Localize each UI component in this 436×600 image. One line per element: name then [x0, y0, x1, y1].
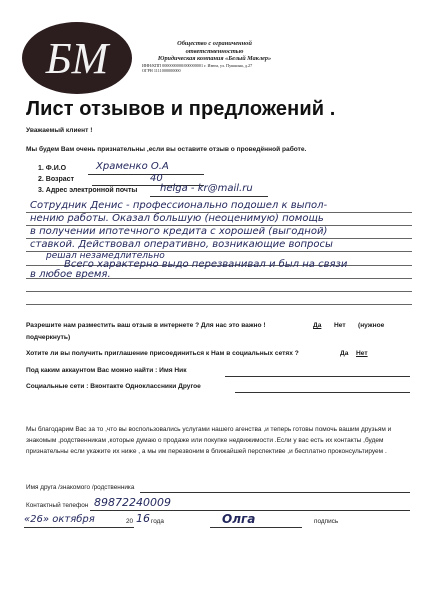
internet-hint: (нужное [358, 322, 385, 329]
phone-value[interactable]: 89872240009 [94, 496, 171, 509]
social-networks-label: Социальные сети : Вконтакте Одноклассники Другое [26, 383, 201, 390]
greeting: Уважаемый клиент ! [26, 127, 93, 134]
age-value[interactable]: 40 [150, 173, 163, 184]
phone-underline [90, 510, 410, 511]
social-invite-question: Хотите ли вы получить приглашение присоединиться к Нам в социальных сетях ? [26, 350, 299, 357]
review-line: нению работы. Оказал большую (неоценимую) помощь [30, 213, 324, 224]
org-ogrn: ОГРН 1111000000000 [142, 67, 181, 73]
date-underline [24, 527, 134, 528]
review-line-rule [26, 291, 412, 292]
logo-monogram: БМ [45, 33, 109, 83]
company-info [142, 40, 287, 73]
internet-no-option[interactable]: Нет [334, 322, 346, 329]
review-line-rule [26, 304, 412, 305]
email-label: 3. Адрес электронной почты [38, 187, 138, 194]
year-suffix: года [151, 518, 164, 525]
org-name: Юридическая компания «Белый Маклер» [157, 55, 272, 63]
review-line: решал незамедлительно [46, 251, 165, 261]
fio-value[interactable]: Храменко О.А [96, 161, 169, 172]
signature-label: подпись [314, 518, 339, 525]
review-line: в получении ипотечного кредита с хорошей (выгодной) [30, 226, 328, 237]
social-invite-yes-option[interactable]: Да [340, 350, 349, 357]
signature-underline [210, 527, 302, 528]
sign-date[interactable]: «26» октября [24, 514, 95, 525]
page-title: Лист отзывов и предложений . [26, 98, 336, 120]
org-line-2: ответственностью [185, 47, 244, 55]
signature[interactable]: Олга [222, 512, 256, 526]
internet-hint-2: подчеркнуть) [26, 334, 71, 341]
org-requisites: ИНН/КПП 0000000000/000000001 г. Изюм, ул. Пушкина, д.27 [142, 62, 253, 68]
email-underline [150, 196, 268, 197]
org-line-1: Общество с ограниченной [177, 40, 252, 47]
account-underline[interactable] [225, 376, 410, 377]
fio-underline [88, 174, 204, 175]
internet-yes-option[interactable]: Да [313, 322, 322, 329]
friend-name-underline[interactable] [140, 492, 410, 493]
phone-label: Контактный телефон [26, 502, 89, 509]
internet-question: Разрешите нам разместить ваш отзыв в интернете ? Для нас это важно ! [26, 322, 266, 329]
networks-underline[interactable] [235, 392, 410, 393]
age-label: 2. Возраст [38, 176, 74, 183]
year-value[interactable]: 16 [136, 512, 150, 525]
company-logo [22, 22, 132, 94]
year-prefix: 20 [126, 518, 134, 525]
review-line: в любое время. [30, 269, 111, 280]
thanks-paragraph: Мы благодарим Вас за то ,что вы воспользовались услугами нашего агенства ,и теперь готовы помочь вашим друзьям и знакомым ,родственникам ,которые думаю о продаже или покупке недвижимости .Если у вас есть их контакты ,будем признательны если укажите их ниже , а мы им перезвоним в ближайшей перспективе ,и бесплатно проконсультируем . [26, 426, 392, 455]
review-line: ставкой. Действовал оперативно, возникающие вопросы [30, 239, 333, 250]
account-question: Под каким аккаунтом Вас можно найти : Имя Ник [26, 367, 187, 374]
email-value[interactable]: helga - kr@mail.ru [160, 183, 253, 194]
fio-label: 1. Ф.И.О [38, 165, 67, 172]
review-line: Сотрудник Денис - профессионально подошел к выпол- [30, 200, 328, 211]
friend-name-label: Имя друга /знакомого /родственника [26, 484, 135, 491]
intro-text: Мы будем Вам очень признательны ,если вы оставите отзыв о проведённой работе. [26, 146, 307, 153]
review-line: Всего характерно выдо перезванивал и был на связи [64, 259, 348, 270]
social-invite-no-option[interactable]: Нет [356, 350, 368, 357]
